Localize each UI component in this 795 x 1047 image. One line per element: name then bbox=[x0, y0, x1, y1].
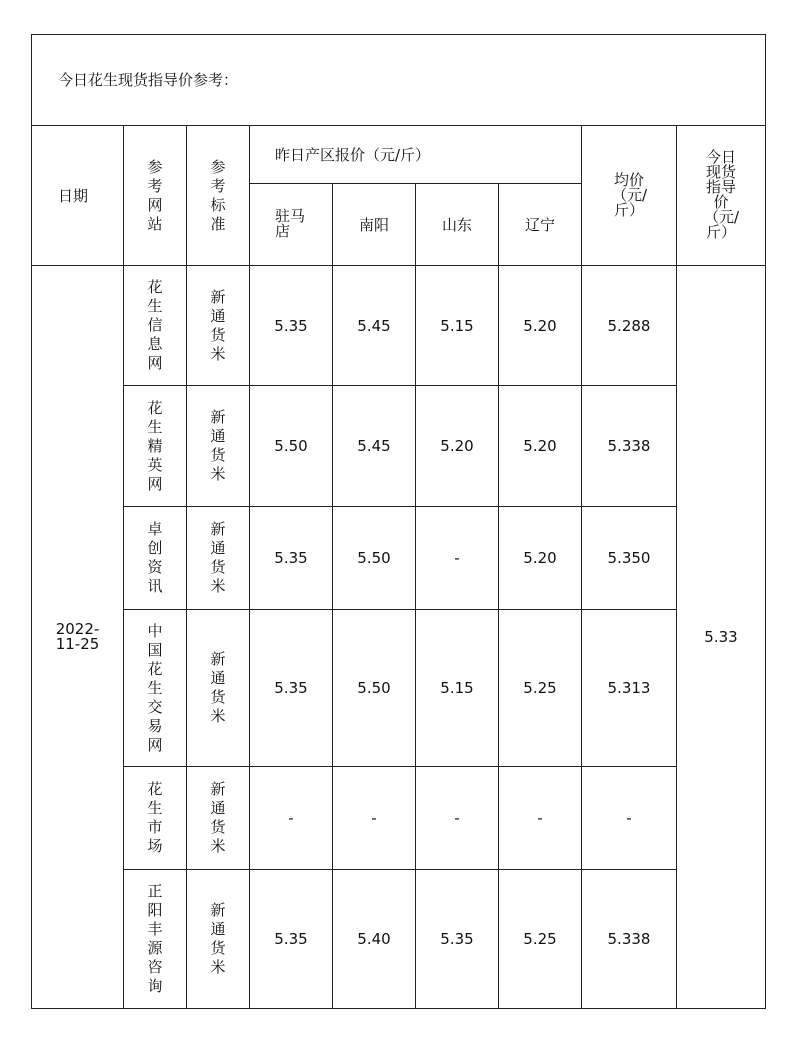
standard-cell: 新通货米 bbox=[187, 610, 250, 767]
avg-price: 5.338 bbox=[582, 386, 677, 507]
table-row bbox=[32, 767, 766, 870]
avg-price: 5.288 bbox=[582, 266, 677, 386]
price-shandong: 5.15 bbox=[416, 266, 499, 386]
price-liaoning: 5.20 bbox=[499, 386, 582, 507]
price-zhumadian: - bbox=[250, 767, 333, 870]
site-cell: 花生信息网 bbox=[124, 266, 187, 386]
header-region-zhumadian: 驻马店 bbox=[250, 184, 333, 266]
header-row-1 bbox=[32, 126, 766, 184]
price-table bbox=[31, 34, 766, 1009]
price-liaoning: - bbox=[499, 767, 582, 870]
price-liaoning: 5.25 bbox=[499, 870, 582, 1009]
price-shandong: - bbox=[416, 507, 499, 610]
avg-price: 5.338 bbox=[582, 870, 677, 1009]
price-zhumadian: 5.35 bbox=[250, 266, 333, 386]
price-zhumadian: 5.35 bbox=[250, 870, 333, 1009]
guide-price-cell: 5.33 bbox=[677, 266, 766, 1009]
price-nanyang: 5.50 bbox=[333, 610, 416, 767]
standard-cell: 新通货米 bbox=[187, 266, 250, 386]
price-liaoning: 5.25 bbox=[499, 610, 582, 767]
avg-price: 5.350 bbox=[582, 507, 677, 610]
avg-price: - bbox=[582, 767, 677, 870]
site-cell: 中国花生交易网 bbox=[124, 610, 187, 767]
price-table-wrapper bbox=[31, 34, 766, 1009]
standard-cell: 新通货米 bbox=[187, 870, 250, 1009]
price-nanyang: - bbox=[333, 767, 416, 870]
avg-price: 5.313 bbox=[582, 610, 677, 767]
site-cell: 花生市场 bbox=[124, 767, 187, 870]
standard-cell: 新通货米 bbox=[187, 507, 250, 610]
table-row bbox=[32, 610, 766, 767]
price-shandong: 5.35 bbox=[416, 870, 499, 1009]
header-region-shandong: 山东 bbox=[416, 184, 499, 266]
price-shandong: 5.15 bbox=[416, 610, 499, 767]
price-zhumadian: 5.50 bbox=[250, 386, 333, 507]
table-title: 今日花生现货指导价参考： bbox=[32, 35, 766, 126]
header-date: 日期 bbox=[32, 126, 124, 266]
price-nanyang: 5.45 bbox=[333, 266, 416, 386]
header-region-nanyang: 南阳 bbox=[333, 184, 416, 266]
header-standard: 参考标准 bbox=[187, 126, 250, 266]
table-row bbox=[32, 507, 766, 610]
price-nanyang: 5.45 bbox=[333, 386, 416, 507]
standard-cell: 新通货米 bbox=[187, 767, 250, 870]
table-row bbox=[32, 386, 766, 507]
price-nanyang: 5.40 bbox=[333, 870, 416, 1009]
price-shandong: 5.20 bbox=[416, 386, 499, 507]
header-guide-price: 今日现货指导价（元/斤） bbox=[677, 126, 766, 266]
price-liaoning: 5.20 bbox=[499, 266, 582, 386]
price-zhumadian: 5.35 bbox=[250, 507, 333, 610]
header-yesterday-quotes: 昨日产区报价（元/斤） bbox=[250, 126, 582, 184]
header-avg: 均价（元/斤） bbox=[582, 126, 677, 266]
title-row bbox=[32, 35, 766, 126]
site-cell: 花生精英网 bbox=[124, 386, 187, 507]
date-cell: 2022-11-25 bbox=[32, 266, 124, 1009]
site-cell: 卓创资讯 bbox=[124, 507, 187, 610]
price-shandong: - bbox=[416, 767, 499, 870]
table-row bbox=[32, 266, 766, 386]
price-liaoning: 5.20 bbox=[499, 507, 582, 610]
price-nanyang: 5.50 bbox=[333, 507, 416, 610]
site-cell: 正阳丰源咨询 bbox=[124, 870, 187, 1009]
table-row bbox=[32, 870, 766, 1009]
header-region-liaoning: 辽宁 bbox=[499, 184, 582, 266]
standard-cell: 新通货米 bbox=[187, 386, 250, 507]
header-site: 参考网站 bbox=[124, 126, 187, 266]
price-zhumadian: 5.35 bbox=[250, 610, 333, 767]
